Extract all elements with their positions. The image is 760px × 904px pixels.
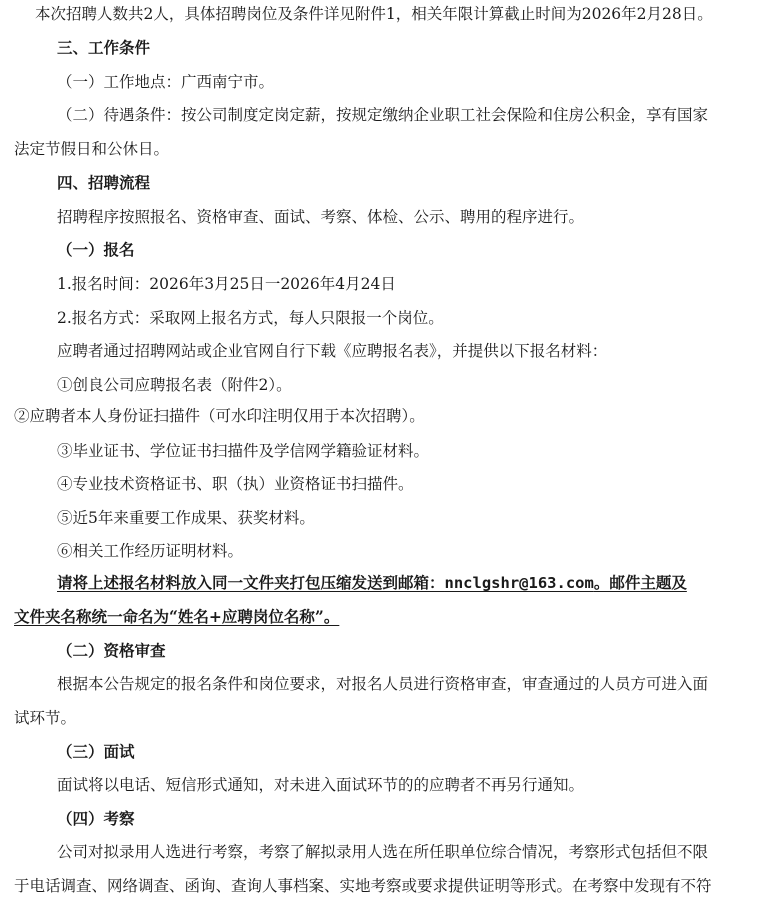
item-work-location: （一）工作地点：广西南宁市。 bbox=[57, 73, 275, 91]
heading-interview: （三）面试 bbox=[57, 742, 135, 761]
submission-text: 请将上述报名材料放入同一文件夹打包压缩发送到邮箱： bbox=[57, 573, 445, 592]
material-item-5: ⑤近5年来重要工作成果、获奖材料。 bbox=[57, 509, 315, 527]
item-benefits: （二）待遇条件：按公司制度定岗定薪，按规定缴纳企业职工社会保险和住房公积金，享有国家 bbox=[57, 106, 709, 124]
material-item-2: ②应聘者本人身份证扫描件（可水印注明仅用于本次招聘）。 bbox=[14, 407, 425, 425]
paragraph-recruit-count: 本次招聘人数共2人，具体招聘岗位及条件详见附件1，相关年限计算截止时间为2026年2月28日。 bbox=[35, 5, 713, 23]
heading-inspection: （四）考察 bbox=[57, 809, 135, 828]
email-address: nnclgshr@163.com bbox=[444, 574, 594, 592]
paragraph-inspection-cont: 于电话调查、网络调查、函询、查询人事档案、实地考察或要求提供证明等形式。在考察中发现有不符 bbox=[14, 877, 712, 895]
heading-recruit-process: 四、招聘流程 bbox=[57, 173, 151, 192]
material-item-3: ③毕业证书、学位证书扫描件及学信网学籍验证材料。 bbox=[57, 442, 430, 460]
item-benefits-cont: 法定节假日和公休日。 bbox=[14, 140, 170, 158]
paragraph-review-cont: 试环节。 bbox=[14, 709, 77, 727]
paragraph-review: 根据本公告规定的报名条件和岗位要求，对报名人员进行资格审查，审查通过的人员方可进入面 bbox=[57, 675, 709, 693]
heading-registration: （一）报名 bbox=[57, 240, 135, 259]
heading-work-conditions: 三、工作条件 bbox=[57, 38, 151, 57]
heading-qualification-review: （二）资格审查 bbox=[57, 641, 166, 660]
submission-instruction bbox=[57, 572, 687, 594]
submission-instruction-cont: 文件夹名称统一命名为“姓名+应聘岗位名称”。 bbox=[14, 607, 340, 626]
material-item-1: ①创良公司应聘报名表（附件2）。 bbox=[57, 376, 292, 394]
material-item-4: ④专业技术资格证书、职（执）业资格证书扫描件。 bbox=[57, 475, 414, 493]
material-item-6: ⑥相关工作经历证明材料。 bbox=[57, 542, 244, 560]
paragraph-inspection: 公司对拟录用人选进行考察，考察了解拟录用人选在所任职单位综合情况，考察形式包括但不限 bbox=[57, 843, 709, 861]
submission-text-tail: 。邮件主题及 bbox=[593, 573, 687, 592]
item-registration-method: 2.报名方式：采取网上报名方式，每人只限报一个岗位。 bbox=[57, 309, 444, 327]
paragraph-materials-intro: 应聘者通过招聘网站或企业官网自行下载《应聘报名表》，并提供以下报名材料： bbox=[57, 342, 608, 360]
paragraph-procedure: 招聘程序按照报名、资格审查、面试、考察、体检、公示、聘用的程序进行。 bbox=[57, 208, 585, 226]
item-registration-time: 1.报名时间：2026年3月25日一2026年4月24日 bbox=[57, 275, 396, 293]
paragraph-interview: 面试将以电话、短信形式通知，对未进入面试环节的的应聘者不再另行通知。 bbox=[57, 776, 585, 794]
